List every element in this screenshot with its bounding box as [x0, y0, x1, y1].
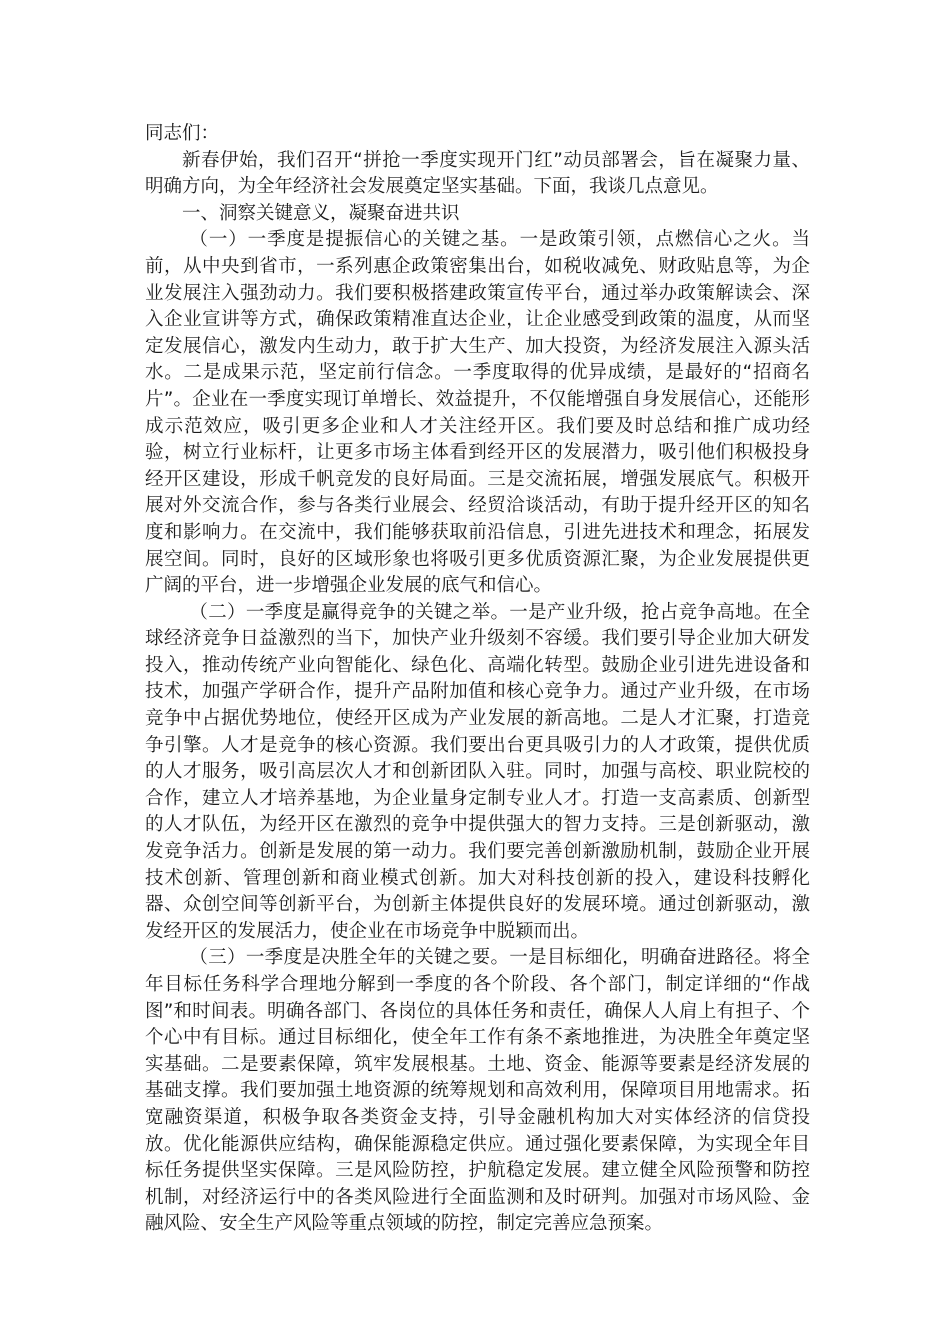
- intro-paragraph: 新春伊始，我们召开“拼抢一季度实现开门红”动员部署会，旨在凝聚力量、明确方向，为全年经济社会发展奠定坚实基础。下面，我谈几点意见。: [145, 149, 810, 198]
- paragraph-1: （一）一季度是提振信心的关键之基。一是政策引领，点燃信心之火。当前，从中央到省市，一系列惠企政策密集出台，如税收减免、财政贴息等，为企业发展注入强劲动力。我们要积极搭建政策宣传平台，通过举办政策解读会、深入企业宣讲等方式，确保政策精准直达企业，让企业感受到政策的温度，从而坚定发展信心，激发内生动力，敢于扩大生产、加大投资，为经济发展注入源头活水。二是成果示范，坚定前行信念。一季度取得的优异成绩，是最好的“招商名片”。企业在一季度实现订单增长、效益提升，不仅能增强自身发展信心，还能形成示范效应，吸引更多企业和人才关注经开区。我们要及时总结和推广成功经验，树立行业标杆，让更多市场主体看到经开区的发展潜力，吸引他们积极投身经开区建设，形成千帆竞发的良好局面。三是交流拓展，增强发展底气。积极开展对外交流合作，参与各类行业展会、经贸洽谈活动，有助于提升经开区的知名度和影响力。在交流中，我们能够获取前沿信息，引进先进技术和理念，拓展发展空间。同时，良好的区域形象也将吸引更多优质资源汇聚，为企业发展提供更广阔的平台，进一步增强企业发展的底气和信心。: [145, 229, 810, 597]
- paragraph-2: （二）一季度是赢得竞争的关键之举。一是产业升级，抢占竞争高地。在全球经济竞争日益激烈的当下，加快产业升级刻不容缓。我们要引导企业加大研发投入，推动传统产业向智能化、绿色化、高端化转型。鼓励企业引进先进设备和技术，加强产学研合作，提升产品附加值和核心竞争力。通过产业升级，在市场竞争中占据优势地位，使经开区成为产业发展的新高地。二是人才汇聚，打造竞争引擎。人才是竞争的核心资源。我们要出台更具吸引力的人才政策，提供优质的人才服务，吸引高层次人才和创新团队入驻。同时，加强与高校、职业院校的合作，建立人才培养基地，为企业量身定制专业人才。打造一支高素质、创新型的人才队伍，为经开区在激烈的竞争中提供强大的智力支持。三是创新驱动，激发竞争活力。创新是发展的第一动力。我们要完善创新激励机制，鼓励企业开展技术创新、管理创新和商业模式创新。加大对科技创新的投入，建设科技孵化器、众创空间等创新平台，为创新主体提供良好的发展环境。通过创新驱动，激发经开区的发展活力，使企业在市场竞争中脱颖而出。: [145, 601, 810, 942]
- paragraph-3: （三）一季度是决胜全年的关键之要。一是目标细化，明确奋进路径。将全年目标任务科学合理地分解到一季度的各个阶段、各个部门，制定详细的“作战图”和时间表。明确各部门、各岗位的具体任务和责任，确保人人肩上有担子、个个心中有目标。通过目标细化，使全年工作有条不紊地推进，为决胜全年奠定坚实基础。二是要素保障，筑牢发展根基。土地、资金、能源等要素是经济发展的基础支撑。我们要加强土地资源的统筹规划和高效利用，保障项目用地需求。拓宽融资渠道，积极争取各类资金支持，引导金融机构加大对实体经济的信贷投放。优化能源供应结构，确保能源稳定供应。通过强化要素保障，为实现全年目标任务提供坚实保障。三是风险防控，护航稳定发展。建立健全风险预警和防控机制，对经济运行中的各类风险进行全面监测和及时研判。加强对市场风险、金融风险、安全生产风险等重点领域的防控，制定完善应急预案。: [145, 947, 810, 1235]
- document-body: [145, 121, 810, 1238]
- section-heading: 一、洞察关键意义，凝聚奋进共识: [182, 202, 460, 224]
- greeting: 同志们：: [145, 123, 220, 144]
